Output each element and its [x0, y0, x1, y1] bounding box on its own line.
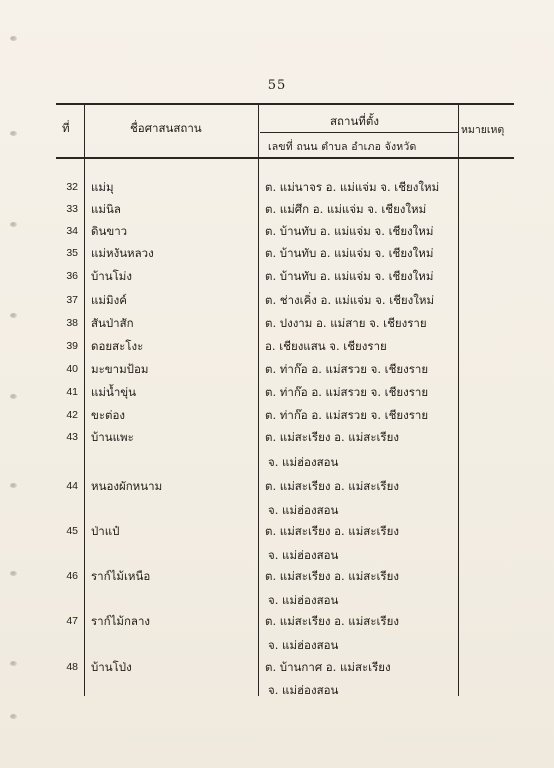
- table-row: [0, 177, 554, 199]
- place-name: มะขามป้อม: [91, 362, 149, 376]
- place-address-line2: จ. แม่ฮ่องสอน: [268, 593, 339, 607]
- place-name: ดอยสะโงะ: [91, 339, 144, 353]
- place-name: แม่มิงค์: [91, 293, 127, 307]
- table-row-continuation: [0, 545, 554, 567]
- binder-hole: [10, 36, 17, 41]
- place-name: บ้านโม่ง: [91, 269, 132, 283]
- table-row-continuation: [0, 590, 554, 612]
- place-name: ดินขาว: [91, 224, 128, 238]
- table-row-continuation: [0, 635, 554, 657]
- place-address: ต. ท่าก๊อ อ. แม่สรวย จ. เชียงราย: [265, 408, 429, 422]
- header-no: ที่: [62, 121, 70, 135]
- table-row: [0, 266, 554, 288]
- row-number: 36: [66, 270, 78, 282]
- row-number: 42: [66, 409, 78, 421]
- place-address-line2: จ. แม่ฮ่องสอน: [268, 548, 339, 562]
- place-address: ต. แม่สะเรียง อ. แม่สะเรียง: [265, 524, 399, 538]
- table-row: [0, 359, 554, 381]
- place-address: ต. ปงงาม อ. แม่สาย จ. เชียงราย: [265, 316, 427, 330]
- place-address-line2: จ. แม่ฮ่องสอน: [268, 683, 339, 697]
- row-number: 48: [66, 661, 78, 673]
- location-sub-rule: [260, 132, 458, 133]
- place-name: ราก์ไม้กลาง: [91, 614, 151, 628]
- header-location-sub: เลขที่ ถนน ตำบล อำเภอ จังหวัด: [268, 141, 417, 153]
- place-name: ราก์ไม้เหนือ: [91, 569, 151, 583]
- table-header-rule: [56, 157, 514, 159]
- row-number: 43: [66, 431, 78, 443]
- table-row: [0, 313, 554, 335]
- row-number: 33: [66, 203, 78, 215]
- row-number: 32: [66, 181, 78, 193]
- place-address: ต. แม่สะเรียง อ. แม่สะเรียง: [265, 479, 399, 493]
- place-name: ขะต่อง: [91, 408, 126, 422]
- place-address: ต. แม่สะเรียง อ. แม่สะเรียง: [265, 569, 399, 583]
- place-address: ต. แม่ศึก อ. แม่แจ่ม จ. เชียงใหม่: [265, 202, 427, 216]
- place-address: ต. ช่างเคิ่ง อ. แม่แจ่ม จ. เชียงใหม่: [265, 293, 435, 307]
- binder-hole: [10, 714, 17, 719]
- place-address-line2: จ. แม่ฮ่องสอน: [268, 638, 339, 652]
- table-row: [0, 657, 554, 679]
- table-row: [0, 221, 554, 243]
- place-name: แม่หงันหลวง: [91, 246, 154, 260]
- row-number: 40: [66, 363, 78, 375]
- place-address: อ. เชียงแสน จ. เชียงราย: [265, 339, 387, 353]
- binder-hole: [10, 131, 17, 136]
- place-address: ต. แม่สะเรียง อ. แม่สะเรียง: [265, 430, 399, 444]
- table-row: [0, 521, 554, 543]
- place-name: บ้านแพะ: [91, 430, 134, 444]
- row-number: 38: [66, 317, 78, 329]
- table-row: [0, 336, 554, 358]
- place-name: หนองผักหนาม: [91, 479, 163, 493]
- place-name: แม่นิล: [91, 202, 121, 216]
- header-location: สถานที่ตั้ง: [330, 114, 379, 128]
- place-address: ต. บ้านทับ อ. แม่แจ่ม จ. เชียงใหม่: [265, 224, 434, 238]
- table-row: [0, 566, 554, 588]
- row-number: 37: [66, 294, 78, 306]
- table-row: [0, 290, 554, 312]
- row-number: 44: [66, 480, 78, 492]
- place-address: ต. บ้านทับ อ. แม่แจ่ม จ. เชียงใหม่: [265, 269, 434, 283]
- place-address-line2: จ. แม่ฮ่องสอน: [268, 455, 339, 469]
- place-address: ต. บ้านทับ อ. แม่แจ่ม จ. เชียงใหม่: [265, 246, 434, 260]
- table-row-continuation: [0, 500, 554, 522]
- row-number: 41: [66, 386, 78, 398]
- place-name: แม่มุ: [91, 180, 114, 194]
- table-top-rule: [56, 103, 514, 105]
- row-number: 39: [66, 340, 78, 352]
- row-number: 35: [66, 247, 78, 259]
- place-name: บ้านโป่ง: [91, 660, 132, 674]
- place-name: สันป่าสัก: [91, 316, 134, 330]
- table-row: [0, 243, 554, 265]
- place-address: ต. ท่าก๊อ อ. แม่สรวย จ. เชียงราย: [265, 385, 429, 399]
- page-number: 55: [267, 78, 287, 93]
- row-number: 45: [66, 525, 78, 537]
- table-row-continuation: [0, 452, 554, 474]
- place-address: ต. แม่สะเรียง อ. แม่สะเรียง: [265, 614, 399, 628]
- place-name: แม่น้ำขุ่น: [91, 385, 137, 399]
- row-number: 46: [66, 570, 78, 582]
- table-row-continuation: [0, 680, 554, 702]
- table-row: [0, 382, 554, 404]
- row-number: 47: [66, 615, 78, 627]
- place-address: ต. แม่นาจร อ. แม่แจ่ม จ. เชียงใหม่: [265, 180, 440, 194]
- place-address-line2: จ. แม่ฮ่องสอน: [268, 503, 339, 517]
- table-row: [0, 427, 554, 449]
- place-address: ต. บ้านกาศ อ. แม่สะเรียง: [265, 660, 391, 674]
- place-address: ต. ท่าก๊อ อ. แม่สรวย จ. เชียงราย: [265, 362, 429, 376]
- place-name: ป่าแป๋: [91, 524, 120, 538]
- table-row: [0, 611, 554, 633]
- header-remark: หมายเหตุ: [461, 124, 505, 136]
- table-row: [0, 405, 554, 427]
- table-row: [0, 199, 554, 221]
- header-place-name: ชื่อศาสนสถาน: [130, 121, 202, 135]
- row-number: 34: [66, 225, 78, 237]
- table-row: [0, 476, 554, 498]
